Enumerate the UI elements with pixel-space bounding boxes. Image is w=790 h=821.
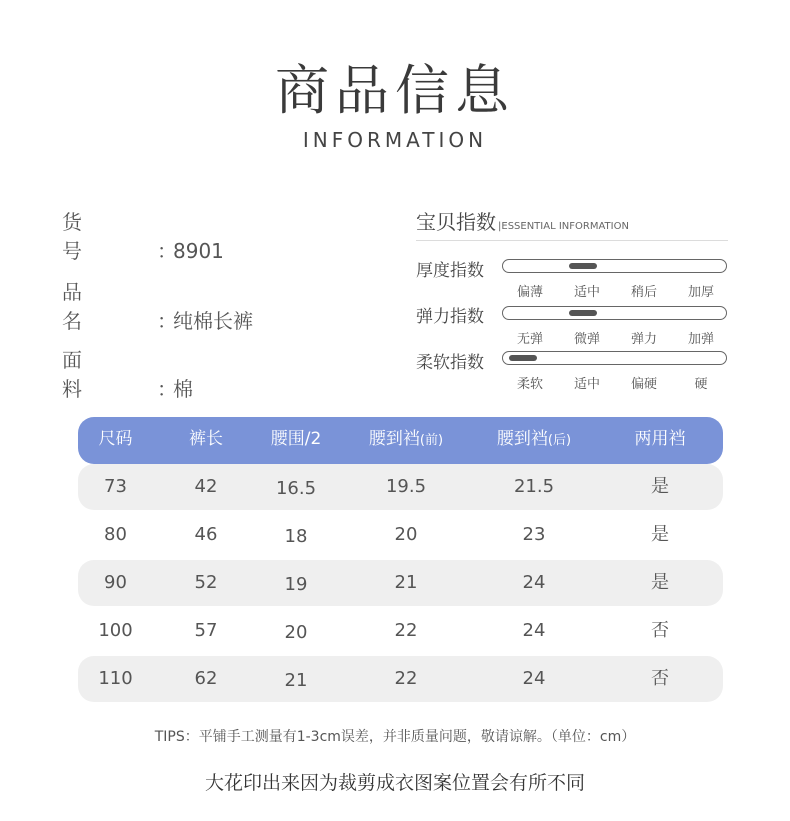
table-row bbox=[78, 560, 723, 606]
column-header-length: 裤长 bbox=[189, 429, 223, 449]
thickness-index-label: 厚度指数 bbox=[416, 261, 484, 281]
cell-size: 73 bbox=[104, 476, 127, 497]
info-separator: ： bbox=[157, 239, 177, 263]
table-row bbox=[78, 656, 723, 702]
info-item-name bbox=[62, 276, 253, 334]
softness-index-track bbox=[502, 351, 727, 365]
cell-front-rise: 21 bbox=[394, 572, 418, 593]
info-label: 品名 bbox=[62, 280, 122, 333]
cell-dual-crotch: 是 bbox=[651, 476, 669, 497]
index-section-title bbox=[416, 206, 629, 235]
info-value: 8901 bbox=[173, 239, 224, 263]
info-separator: ： bbox=[157, 377, 177, 401]
page-title: 商品信息 bbox=[275, 59, 515, 122]
cell-back-rise: 23 bbox=[522, 524, 546, 545]
cell-size: 110 bbox=[98, 668, 133, 689]
column-header-dual-crotch: 两用裆 bbox=[634, 429, 686, 449]
column-header-front-rise: 腰到裆(前) bbox=[368, 429, 444, 449]
softness-option: 柔软 bbox=[516, 377, 543, 392]
cell-front-rise: 22 bbox=[394, 620, 418, 641]
elasticity-index-marker bbox=[569, 310, 597, 316]
cell-size: 100 bbox=[98, 620, 133, 641]
thickness-index-marker bbox=[569, 263, 597, 269]
cell-front-rise: 19.5 bbox=[385, 476, 427, 497]
elasticity-index-track bbox=[502, 306, 727, 320]
cell-length: 46 bbox=[194, 524, 218, 545]
thickness-index-track bbox=[502, 259, 727, 273]
softness-option: 硬 bbox=[694, 377, 708, 392]
elasticity-index-label: 弹力指数 bbox=[416, 307, 484, 327]
index-divider bbox=[416, 240, 728, 241]
info-value: 纯棉长裤 bbox=[173, 309, 253, 333]
column-header-size: 尺码 bbox=[98, 429, 133, 449]
table-row bbox=[78, 608, 723, 654]
cell-waist: 18 bbox=[284, 526, 308, 547]
thickness-option: 适中 bbox=[573, 285, 600, 300]
thickness-option: 偏薄 bbox=[516, 285, 543, 300]
table-row bbox=[78, 464, 723, 510]
thickness-option: 稍后 bbox=[630, 285, 657, 300]
print-note: 大花印出来因为裁剪成衣图案位置会有所不同 bbox=[204, 772, 585, 794]
cell-length: 52 bbox=[194, 572, 218, 593]
column-header-waist: 腰围/2 bbox=[270, 429, 322, 449]
index-title: 宝贝指数 bbox=[416, 210, 496, 234]
cell-front-rise: 20 bbox=[394, 524, 418, 545]
cell-waist: 16.5 bbox=[275, 478, 317, 499]
cell-dual-crotch: 是 bbox=[651, 572, 669, 593]
cell-back-rise: 24 bbox=[522, 668, 546, 689]
cell-back-rise: 21.5 bbox=[513, 476, 555, 497]
elasticity-option: 弹力 bbox=[630, 332, 657, 347]
cell-dual-crotch: 否 bbox=[651, 620, 669, 641]
softness-index-marker bbox=[509, 355, 537, 361]
info-item-number bbox=[62, 206, 224, 264]
cell-back-rise: 24 bbox=[522, 572, 546, 593]
cell-size: 80 bbox=[104, 524, 127, 545]
softness-index-label: 柔软指数 bbox=[416, 353, 484, 373]
info-value: 棉 bbox=[173, 377, 193, 401]
index-subtitle: |ESSENTIAL INFORMATION bbox=[498, 221, 629, 232]
info-label: 面料 bbox=[62, 348, 122, 401]
elasticity-option: 微弹 bbox=[573, 332, 600, 347]
table-row bbox=[78, 512, 723, 558]
softness-option: 偏硬 bbox=[630, 377, 657, 392]
tips-text: TIPS：平铺手工测量有1-3cm误差，并非质量问题，敬请谅解。（单位：cm） bbox=[154, 729, 636, 745]
cell-length: 57 bbox=[194, 620, 218, 641]
cell-waist: 19 bbox=[284, 574, 308, 595]
cell-length: 42 bbox=[194, 476, 218, 497]
cell-back-rise: 24 bbox=[522, 620, 546, 641]
cell-size: 90 bbox=[104, 572, 127, 593]
info-item-fabric bbox=[62, 344, 193, 402]
softness-option: 适中 bbox=[573, 377, 600, 392]
cell-dual-crotch: 是 bbox=[651, 524, 669, 545]
cell-front-rise: 22 bbox=[394, 668, 418, 689]
cell-length: 62 bbox=[194, 668, 218, 689]
size-table-header bbox=[78, 417, 723, 464]
column-header-back-rise: 腰到裆(后) bbox=[496, 429, 572, 449]
cell-waist: 21 bbox=[284, 670, 308, 691]
cell-waist: 20 bbox=[284, 622, 308, 643]
cell-dual-crotch: 否 bbox=[651, 668, 669, 689]
info-label: 货号 bbox=[62, 210, 122, 263]
elasticity-option: 加弹 bbox=[687, 332, 714, 347]
info-separator: ： bbox=[157, 309, 177, 333]
thickness-option: 加厚 bbox=[687, 285, 714, 300]
page-subtitle: INFORMATION bbox=[302, 128, 488, 152]
elasticity-option: 无弹 bbox=[516, 332, 543, 347]
